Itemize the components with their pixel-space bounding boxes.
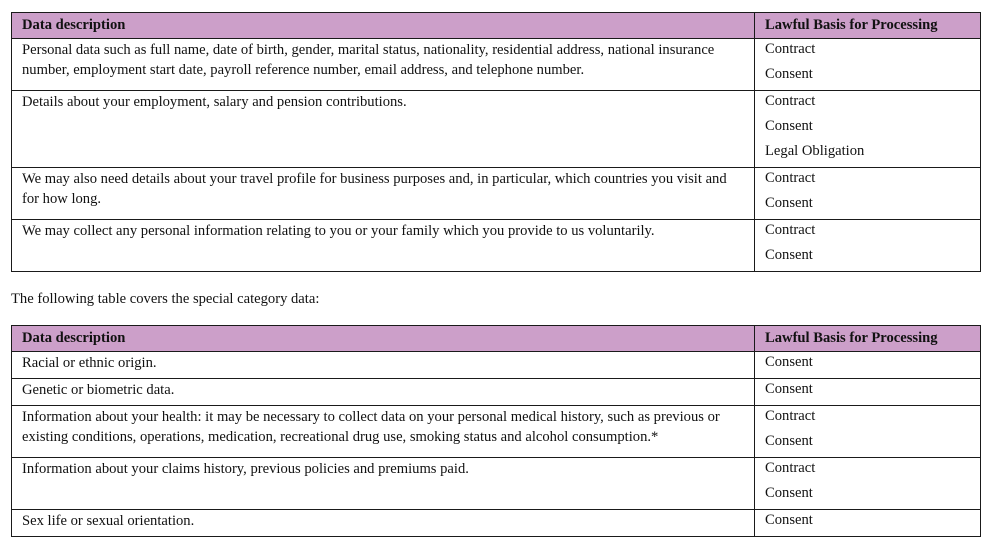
lawful-basis-cell: [755, 39, 981, 91]
basis-item: Contract: [765, 460, 816, 476]
special-category-intro: The following table covers the special category data:: [11, 291, 320, 307]
basis-item: Contract: [765, 170, 816, 186]
table-row: [12, 352, 981, 379]
table-row: [12, 91, 981, 168]
data-description-cell: Information about your claims history, previous policies and premiums paid.: [12, 458, 755, 510]
basis-item: Consent: [765, 247, 813, 263]
table-header-row: [12, 326, 981, 352]
lawful-basis-cell: [755, 379, 981, 406]
column-header-basis: Lawful Basis for Processing: [755, 326, 981, 352]
basis-item: Consent: [765, 354, 813, 370]
table-row: [12, 406, 981, 458]
basis-item: Legal Obligation: [765, 143, 865, 159]
table-row: [12, 39, 981, 91]
lawful-basis-cell: [755, 406, 981, 458]
table-row: [12, 510, 981, 537]
basis-item: Contract: [765, 222, 816, 238]
column-header-description: Data description: [12, 326, 755, 352]
table-row: [12, 220, 981, 272]
data-description-cell: Sex life or sexual orientation.: [12, 510, 755, 537]
data-description-cell: We may collect any personal information relating to you or your family which you provide to us voluntarily.: [12, 220, 755, 272]
lawful-basis-cell: [755, 168, 981, 220]
lawful-basis-cell: [755, 220, 981, 272]
data-description-cell: Details about your employment, salary and pension contributions.: [12, 91, 755, 168]
table-row: [12, 168, 981, 220]
basis-item: Consent: [765, 195, 813, 211]
basis-item: Consent: [765, 381, 813, 397]
data-description-cell: Genetic or biometric data.: [12, 379, 755, 406]
special-category-table: [11, 325, 981, 537]
lawful-basis-cell: [755, 91, 981, 168]
data-description-cell: Personal data such as full name, date of birth, gender, marital status, nationality, residential address, national insurance number, employment start date, payroll reference number, email address, and telephone number.: [12, 39, 755, 91]
data-description-cell: Racial or ethnic origin.: [12, 352, 755, 379]
basis-item: Consent: [765, 433, 813, 449]
basis-item: Consent: [765, 512, 813, 528]
data-description-cell: We may also need details about your travel profile for business purposes and, in particular, which countries you visit and for how long.: [12, 168, 755, 220]
table-row: [12, 458, 981, 510]
lawful-basis-cell: [755, 352, 981, 379]
lawful-basis-table: [11, 12, 981, 272]
basis-item: Consent: [765, 66, 813, 82]
basis-item: Consent: [765, 118, 813, 134]
data-description-cell: Information about your health: it may be necessary to collect data on your personal medical history, such as previous or existing conditions, operations, medication, recreational drug use, smoking status and alcohol consumption.*: [12, 406, 755, 458]
lawful-basis-cell: [755, 510, 981, 537]
basis-item: Contract: [765, 408, 816, 424]
column-header-description: Data description: [12, 13, 755, 39]
column-header-basis: Lawful Basis for Processing: [755, 13, 981, 39]
basis-item: Contract: [765, 41, 816, 57]
table-row: [12, 379, 981, 406]
basis-item: Consent: [765, 485, 813, 501]
table-header-row: [12, 13, 981, 39]
basis-item: Contract: [765, 93, 816, 109]
lawful-basis-cell: [755, 458, 981, 510]
